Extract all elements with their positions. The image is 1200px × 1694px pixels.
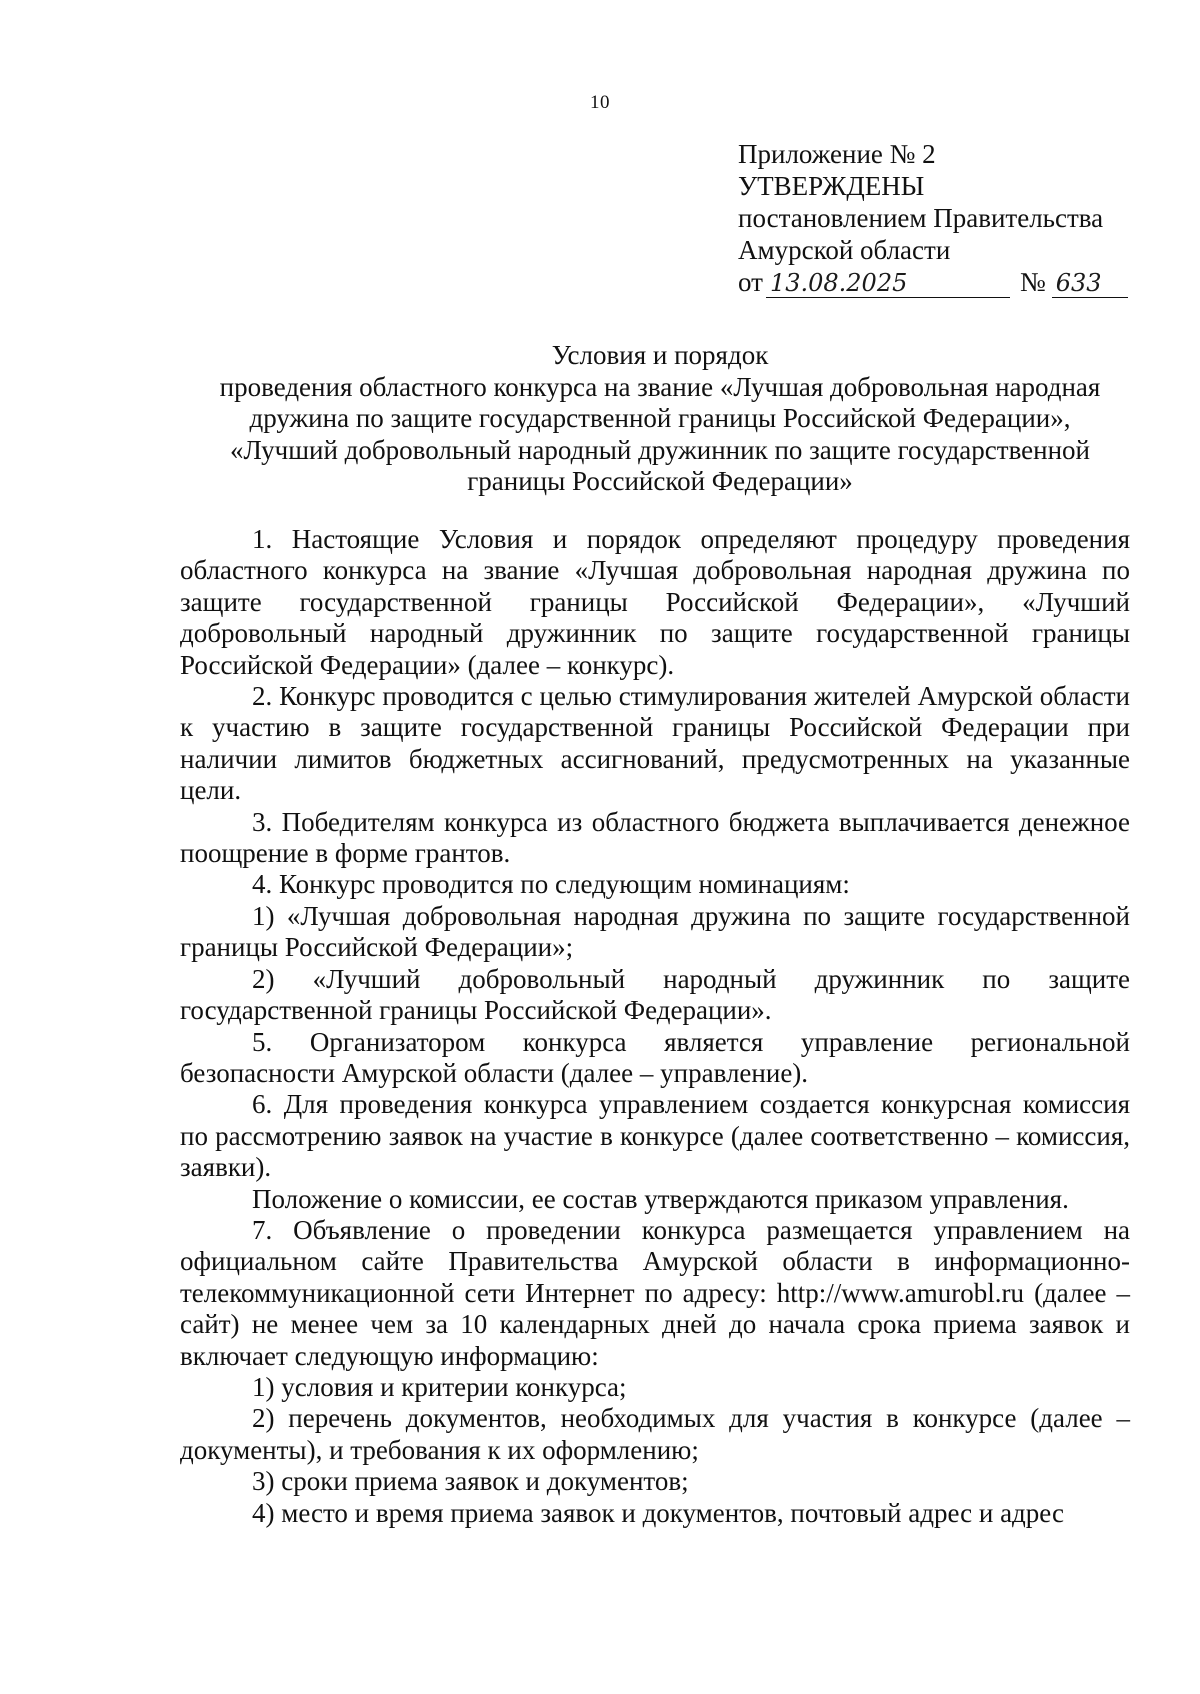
- paragraph: 3. Победителям конкурса из областного бюджета выплачивается денежное поощрение в форме грантов.: [180, 806, 1130, 869]
- date-number-line: [738, 266, 1158, 298]
- date-prefix: от: [738, 267, 763, 297]
- paragraph: 1) условия и критерии конкурса;: [252, 1371, 627, 1402]
- title-line: проведения областного конкурса на звание «Лучшая добровольная народная: [219, 371, 1101, 402]
- title-line: границы Российской Федерации»: [467, 466, 853, 496]
- document-body: [180, 524, 1130, 1529]
- paragraph: 2. Конкурс проводится с целью стимулирования жителей Амурской области к участию в защите государственной границы Российской Федерации при наличии лимитов бюджетных ассигнований, предусмотренных на указанные цели.: [180, 681, 1130, 806]
- paragraph: 3) сроки приема заявок и документов;: [252, 1466, 689, 1497]
- title-line: дружина по защите государственной границы Российской Федерации»,: [249, 403, 1071, 433]
- document-title: [130, 340, 1190, 498]
- paragraph: 1) «Лучшая добровольная народная дружина по защите государственной границы Российской Федерации»;: [180, 900, 1130, 963]
- paragraph: 2) «Лучший добровольный народный дружинник по защите государственной границы Российской Федерации».: [180, 963, 1130, 1026]
- resolution-label: постановлением Правительства: [738, 203, 1104, 233]
- paragraph: Положение о комиссии, ее состав утверждаются приказом управления.: [252, 1183, 1069, 1214]
- paragraph: 4. Конкурс проводится по следующим номинациям:: [252, 869, 850, 900]
- appendix-label: Приложение № 2: [738, 139, 936, 169]
- title-line: «Лучший добровольный народный дружинник по защите государственной: [230, 434, 1090, 465]
- approved-label: УТВЕРЖДЕНЫ: [738, 171, 925, 201]
- paragraph: 5. Организатором конкурса является управление региональной безопасности Амурской области (далее – управление).: [180, 1026, 1130, 1088]
- page-number: 10: [590, 92, 610, 113]
- number-prefix: №: [1019, 267, 1046, 297]
- paragraph: 7. Объявление о проведении конкурса размещается управлением на официальном сайте Правительства Амурской области в информационно-телекоммуникационной сети Интернет по адресу: http://www.amurobl.ru (далее – сайт) не менее чем за 10 календарных дней до начала срока приема заявок и включает следующую информацию:: [180, 1214, 1130, 1371]
- handwritten-date: 13.08.2025: [766, 269, 1010, 298]
- paragraph: 6. Для проведения конкурса управлением создается конкурсная комиссия по рассмотрению заявок на участие в конкурсе (далее соответственно – комиссия, заявки).: [180, 1089, 1130, 1183]
- approval-block: [738, 138, 1158, 298]
- handwritten-number: 633: [1052, 269, 1128, 298]
- paragraph: 2) перечень документов, необходимых для участия в конкурсе (далее – документы), и требования к их оформлению;: [180, 1403, 1130, 1465]
- paragraph: 4) место и время приема заявок и документов, почтовый адрес и адрес: [252, 1497, 1064, 1528]
- paragraph: 1. Настоящие Условия и порядок определяют процедуру проведения областного конкурса на звание «Лучшая добровольная народная дружина по защите государственной границы Российской Федерации», «Лучший добровольный народный дружинник по защите государственной границы Российской Федерации» (далее – конкурс).: [180, 524, 1130, 680]
- region-label: Амурской области: [738, 235, 951, 265]
- title-line: Условия и порядок: [551, 340, 769, 370]
